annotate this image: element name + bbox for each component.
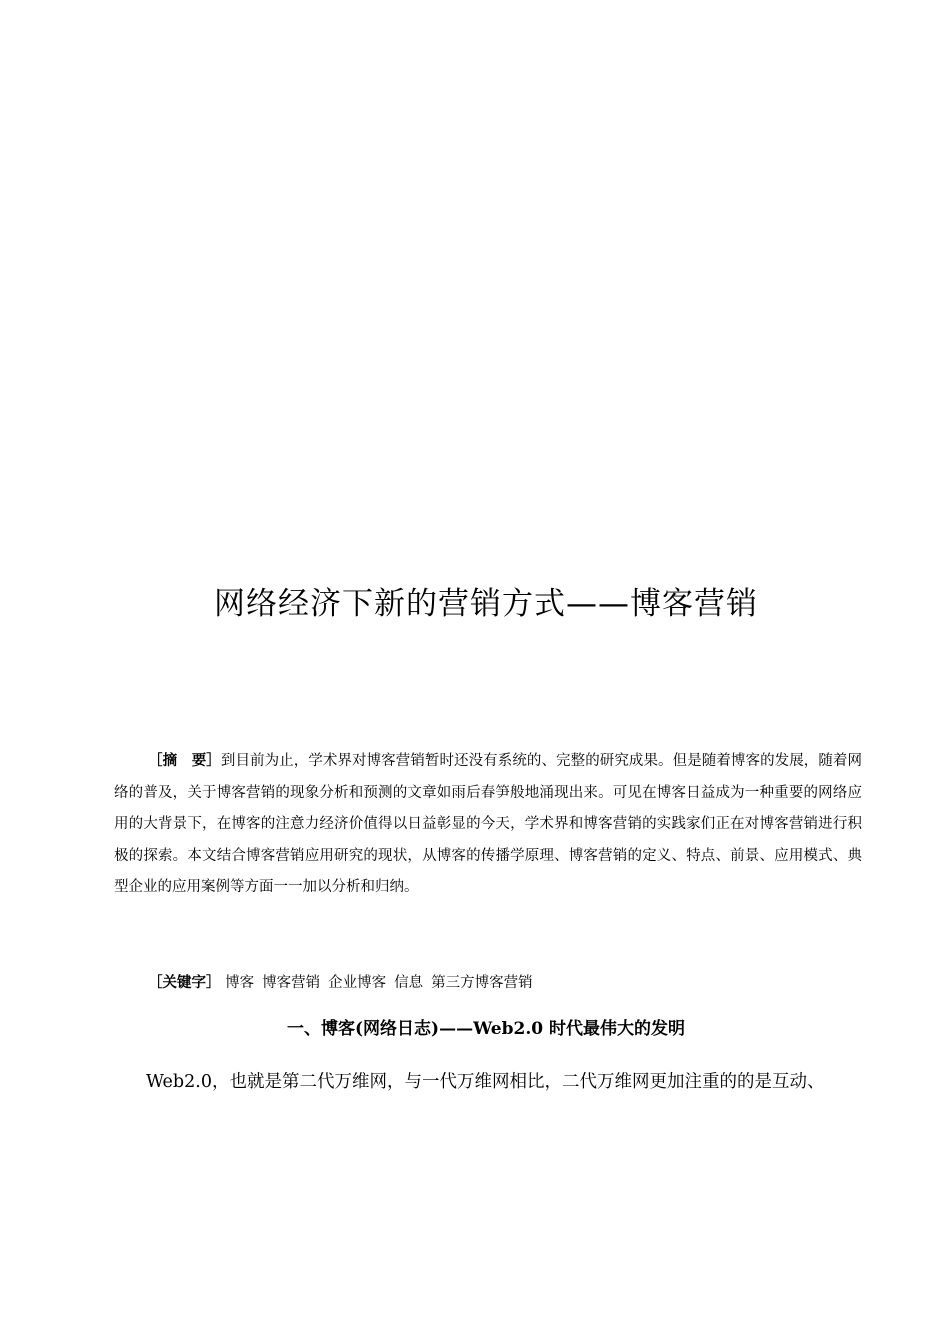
section-heading: 一、博客(网络日志)——Web2.0 时代最伟大的发明 xyxy=(287,1019,685,1039)
keywords-line xyxy=(148,968,862,998)
keyword-item: 第三方博客营销 xyxy=(431,975,533,991)
keywords-label: ［关键字］ xyxy=(148,975,221,991)
abstract-text: 到目前为止，学术界对博客营销暂时还没有系统的、完整的研究成果。但是随着博客的发展，随着网络的普及，关于博客营销的现象分析和预测的文章如雨后春笋般地涌现出来。可见在博客日益成为一种重要的网络应用的大背景下，在博客的注意力经济价值得以日益彰显的今天，学术界和博客营销的实践家们正在对博客营销进行积极的探索。本文结合博客营销应用研究的现状，从博客的传播学原理、博客营销的定义、特点、前景、应用模式、典型企业的应用案例等方面一一加以分析和归纳。 xyxy=(114,753,863,896)
keyword-item: 信息 xyxy=(394,975,424,991)
abstract-label: ［摘 要］ xyxy=(148,753,221,769)
keyword-item: 企业博客 xyxy=(328,975,387,991)
abstract-paragraph xyxy=(114,746,862,904)
keyword-item: 博客 xyxy=(225,975,255,991)
document-title: 网络经济下新的营销方式——博客营销 xyxy=(214,586,758,622)
body-paragraph: Web2.0，也就是第二代万维网，与一代万维网相比，二代万维网更加注重的的是互动、 xyxy=(146,1072,825,1092)
keyword-item: 博客营销 xyxy=(262,975,321,991)
